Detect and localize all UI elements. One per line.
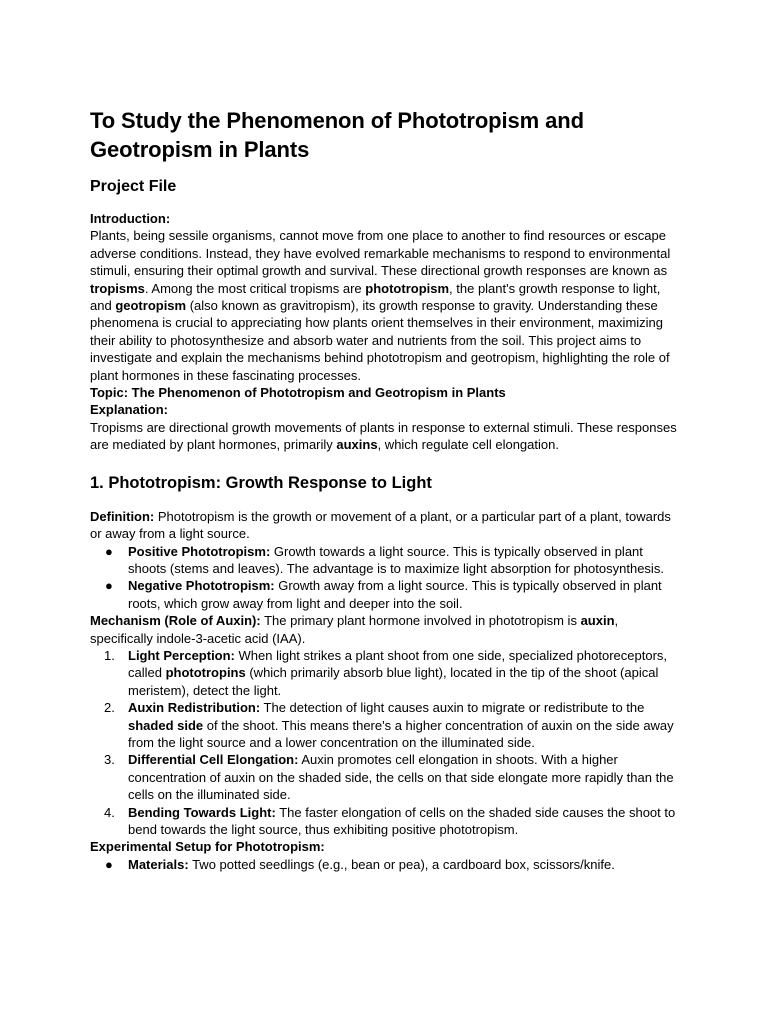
explanation-label-text: Explanation: (90, 402, 169, 418)
definition-label: Definition: (90, 508, 155, 524)
bullet-marker: ● (105, 543, 113, 559)
explanation-text-2: , which regulate cell elongation. (377, 437, 559, 453)
definition-paragraph (90, 508, 680, 543)
list-item-text-2: (which primarily absorb blue light), located in the tip of the shoot (apical meristem), detect the light. (128, 665, 659, 698)
list-item-label: Materials: (128, 856, 189, 872)
list-item-text: Growth away from a light source. This is typically observed in plant roots, which grow away from light and deeper into the soil. (128, 578, 662, 611)
mechanism-steps-list (90, 647, 680, 838)
intro-text-2: . Among the most critical tropisms are (144, 280, 366, 296)
introduction-label (90, 210, 680, 227)
list-item (90, 699, 680, 751)
list-item (90, 647, 680, 699)
bullet-marker: ● (105, 856, 113, 872)
document-title: To Study the Phenomenon of Phototropism and Geotropism in Plants (90, 108, 584, 162)
document-page (90, 106, 680, 873)
setup-label-text: Experimental Setup for Phototropism: (90, 839, 325, 855)
list-item-text: Two potted seedlings (e.g., bean or pea), a cardboard box, scissors/knife. (188, 856, 615, 872)
list-item (90, 543, 680, 578)
intro-bold-tropisms: tropisms (90, 280, 145, 296)
intro-text-4: (also known as gravitropism), its growth response to gravity. Understanding these phenomena is crucial to appreciating how plants orient themselves in their environment, maximizing their ability to photosynthesize and absorb water and nutrients from the soil. This project aims to investigate and explain the mechanisms behind phototropism and geotropism, highlighting the role of plant hormones in these fascinating processes. (90, 298, 670, 383)
setup-list (90, 856, 680, 873)
list-item-label: Bending Towards Light: (128, 804, 276, 820)
explanation-paragraph (90, 419, 680, 454)
topic-text: Topic: The Phenomenon of Phototropism and Geotropism in Plants (90, 385, 506, 401)
list-item (90, 577, 680, 612)
setup-label (90, 838, 680, 855)
introduction-label-text: Introduction: (90, 211, 171, 226)
list-item-text: The detection of light causes auxin to migrate or redistribute to the (260, 700, 645, 716)
list-item-label: Positive Phototropism: (128, 543, 271, 559)
topic-line (90, 384, 680, 401)
list-item-text: Auxin promotes cell elongation in shoots. With a higher concentration of auxin on the shaded side, the cells on that side elongate more rapidly than the cells on the illuminated side. (128, 752, 674, 803)
list-item-label: Light Perception: (128, 647, 235, 663)
list-item-bold: shaded side (128, 717, 204, 733)
list-item (90, 804, 680, 839)
list-item-label: Negative Phototropism: (128, 578, 275, 594)
list-item-text: The faster elongation of cells on the shaded side causes the shoot to bend towards the light source, thus exhibiting positive phototropism. (128, 804, 676, 837)
document-subtitle: Project File (90, 178, 177, 195)
mechanism-text-2: , specifically indole-3-acetic acid (IAA). (90, 613, 619, 646)
definition-text: Phototropism is the growth or movement of a plant, or a particular part of a plant, towards or away from a light source. (90, 508, 671, 542)
mechanism-bold-auxin: auxin (580, 613, 615, 629)
explanation-bold-auxins: auxins (336, 437, 378, 453)
mechanism-paragraph (90, 612, 680, 647)
bullet-marker: ● (105, 578, 113, 594)
mechanism-label: Mechanism (Role of Auxin): (90, 613, 261, 629)
introduction-paragraph (90, 227, 680, 384)
list-number: 3. (104, 752, 115, 768)
section-heading-phototropism: 1. Phototropism: Growth Response to Light (90, 473, 432, 492)
explanation-text-1: Tropisms are directional growth movements of plants in response to external stimuli. These responses are mediated by plant hormones, primarily (90, 419, 677, 453)
intro-text-1: Plants, being sessile organisms, cannot move from one place to another to find resources or escape adverse conditions. Instead, they have evolved remarkable mechanisms to respond to environmental stimuli, ensuring their optimal growth and survival. These directional growth responses are known as (90, 228, 671, 279)
list-item (90, 856, 680, 873)
explanation-label (90, 401, 680, 418)
list-item-bold: phototropins (165, 665, 246, 681)
list-item-text: When light strikes a plant shoot from one side, specialized photoreceptors, called (128, 647, 668, 681)
list-item (90, 751, 680, 803)
list-number: 4. (104, 804, 115, 820)
list-item-text: Growth towards a light source. This is typically observed in plant shoots (stems and leaves). The advantage is to maximize light absorption for photosynthesis. (128, 543, 664, 576)
mechanism-text-1: The primary plant hormone involved in phototropism is (260, 613, 581, 629)
list-number: 1. (104, 647, 115, 663)
list-item-label: Differential Cell Elongation: (128, 752, 299, 768)
list-number: 2. (104, 700, 115, 716)
intro-bold-geotropism: geotropism (115, 298, 187, 314)
list-item-text-2: of the shoot. This means there's a higher concentration of auxin on the side away from the light source and a lower concentration on the illuminated side. (128, 717, 674, 750)
phototropism-types-list (90, 543, 680, 613)
intro-text-3: , the plant's growth response to light, and (90, 280, 661, 314)
intro-bold-phototropism: phototropism (365, 280, 450, 296)
list-item-label: Auxin Redistribution: (128, 700, 261, 716)
